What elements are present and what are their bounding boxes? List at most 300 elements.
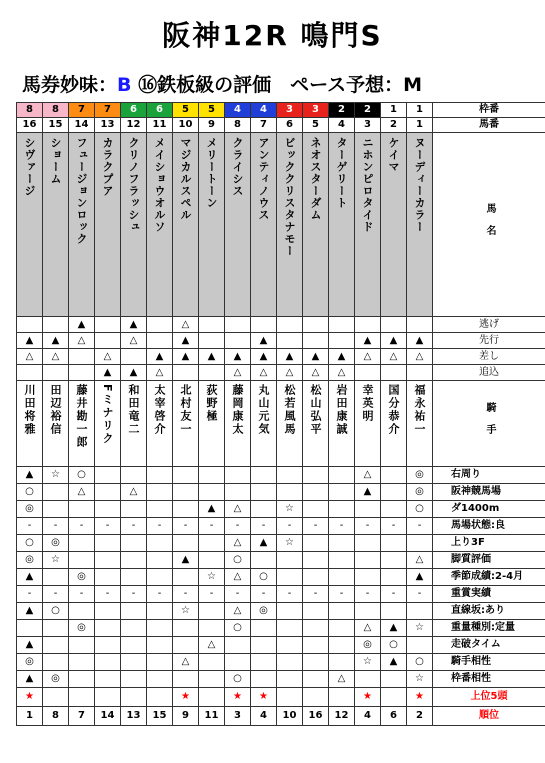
factor-row	[17, 552, 545, 569]
factor-mark: ○	[407, 654, 433, 671]
rank-cell: 6	[381, 707, 407, 726]
factor-mark: ◎	[407, 467, 433, 484]
factor-label: 騎手相性	[433, 654, 545, 671]
factor-mark	[355, 501, 381, 518]
factor-mark: -	[407, 518, 433, 535]
style-mark: ▲	[251, 333, 277, 349]
waku-cell: 3	[303, 103, 329, 118]
factor-mark	[69, 603, 95, 620]
umaban-cell: 14	[69, 118, 95, 133]
horse-name-cell-text: ネオスターダム	[309, 137, 322, 221]
umaban-row	[17, 118, 545, 133]
factor-mark	[95, 654, 121, 671]
factor-mark: ◎	[17, 654, 43, 671]
factor-mark	[329, 552, 355, 569]
horse-name-cell	[121, 133, 147, 317]
factor-mark	[147, 603, 173, 620]
horse-name-cell	[69, 133, 95, 317]
rank-cell: 10	[277, 707, 303, 726]
top5-mark	[277, 688, 303, 707]
factor-row	[17, 518, 545, 535]
style-mark	[407, 365, 433, 381]
factor-mark	[69, 501, 95, 518]
style-label: 先行	[433, 333, 545, 349]
factor-mark: -	[225, 586, 251, 603]
rank-cell: 4	[251, 707, 277, 726]
factor-mark: -	[355, 518, 381, 535]
style-mark	[199, 365, 225, 381]
factor-mark: ○	[225, 552, 251, 569]
factor-mark: ○	[381, 637, 407, 654]
style-mark: △	[329, 365, 355, 381]
rank-cell: 7	[69, 707, 95, 726]
jockey-label-text: 騎手	[484, 401, 495, 446]
style-mark: △	[17, 349, 43, 365]
factor-mark: ☆	[407, 620, 433, 637]
factor-label: 右周り	[433, 467, 545, 484]
top5-row	[17, 688, 545, 707]
factor-mark: -	[121, 518, 147, 535]
factor-mark	[121, 569, 147, 586]
factor-mark	[277, 569, 303, 586]
style-mark: ▲	[329, 349, 355, 365]
factor-mark: △	[225, 569, 251, 586]
jockey-cell-text: 丸山元気	[257, 384, 270, 436]
jockey-cell	[251, 381, 277, 467]
horse-name-cell	[303, 133, 329, 317]
waku-label: 枠番	[433, 103, 545, 118]
style-mark: ▲	[43, 333, 69, 349]
factor-mark: ▲	[17, 637, 43, 654]
factor-mark: △	[121, 484, 147, 501]
factor-mark: -	[43, 586, 69, 603]
horse-name-cell-text: ヌーディーカラー	[413, 137, 426, 233]
top5-mark	[121, 688, 147, 707]
factor-mark: ☆	[43, 552, 69, 569]
jockey-cell	[43, 381, 69, 467]
factor-mark	[147, 484, 173, 501]
top5-mark	[69, 688, 95, 707]
rank-cell: 3	[225, 707, 251, 726]
factor-mark: ☆	[43, 467, 69, 484]
factor-mark	[121, 467, 147, 484]
waku-cell: 7	[69, 103, 95, 118]
factor-mark	[355, 603, 381, 620]
factor-mark	[355, 569, 381, 586]
horse-name-cell	[381, 133, 407, 317]
factor-mark	[251, 620, 277, 637]
top5-mark: ★	[173, 688, 199, 707]
factor-row	[17, 569, 545, 586]
factor-mark	[95, 552, 121, 569]
factor-mark	[381, 671, 407, 688]
jockey-cell	[277, 381, 303, 467]
factor-mark	[277, 484, 303, 501]
factor-mark: -	[173, 518, 199, 535]
jockey-cell	[407, 381, 433, 467]
factor-mark	[121, 671, 147, 688]
factor-mark: -	[147, 586, 173, 603]
top5-mark: ★	[355, 688, 381, 707]
horse-name-cell	[147, 133, 173, 317]
factor-mark	[43, 501, 69, 518]
factor-mark	[225, 467, 251, 484]
umaban-cell: 10	[173, 118, 199, 133]
factor-mark: ○	[17, 484, 43, 501]
factor-mark: -	[95, 518, 121, 535]
factor-mark	[69, 552, 95, 569]
factor-label: 重賞実績	[433, 586, 545, 603]
factor-mark: ◎	[69, 569, 95, 586]
top5-mark: ★	[17, 688, 43, 707]
style-mark: ▲	[69, 317, 95, 333]
factor-mark	[147, 467, 173, 484]
factor-mark: ☆	[199, 569, 225, 586]
factor-mark	[251, 552, 277, 569]
factor-mark: -	[329, 586, 355, 603]
factor-mark: -	[147, 518, 173, 535]
factor-mark	[199, 552, 225, 569]
factor-mark	[251, 501, 277, 518]
factor-mark	[277, 637, 303, 654]
factor-mark	[407, 603, 433, 620]
horse-name-cell	[17, 133, 43, 317]
factor-mark: ◎	[43, 671, 69, 688]
factor-mark: -	[225, 518, 251, 535]
factor-mark	[43, 620, 69, 637]
horse-name-cell-text: ケイマ	[387, 137, 400, 173]
style-mark	[277, 317, 303, 333]
factor-label: 直線坂:あり	[433, 603, 545, 620]
style-mark: ▲	[225, 349, 251, 365]
umaban-cell: 9	[199, 118, 225, 133]
jockey-row	[17, 381, 545, 467]
style-mark: ▲	[17, 333, 43, 349]
factor-mark	[147, 671, 173, 688]
factor-mark	[251, 484, 277, 501]
factor-mark	[277, 603, 303, 620]
factor-mark	[329, 501, 355, 518]
top5-mark	[43, 688, 69, 707]
factor-mark	[69, 671, 95, 688]
factor-mark: -	[381, 586, 407, 603]
factor-mark	[225, 637, 251, 654]
umaban-cell: 1	[407, 118, 433, 133]
horse-name-cell	[225, 133, 251, 317]
factor-mark	[225, 484, 251, 501]
value-grade: B	[117, 74, 132, 96]
rank-cell: 12	[329, 707, 355, 726]
umaban-cell: 6	[277, 118, 303, 133]
factor-mark	[277, 552, 303, 569]
factor-mark: ☆	[277, 535, 303, 552]
style-mark: ▲	[95, 365, 121, 381]
factor-mark	[147, 552, 173, 569]
factor-mark	[251, 671, 277, 688]
rank-cell: 11	[199, 707, 225, 726]
style-mark	[95, 317, 121, 333]
factor-mark	[173, 467, 199, 484]
factor-row	[17, 484, 545, 501]
factor-mark	[199, 620, 225, 637]
factor-mark	[147, 501, 173, 518]
factor-mark	[303, 552, 329, 569]
jockey-cell	[381, 381, 407, 467]
factor-mark	[407, 535, 433, 552]
factor-mark: ○	[225, 671, 251, 688]
factor-mark	[95, 671, 121, 688]
factor-mark	[95, 620, 121, 637]
factor-mark	[69, 535, 95, 552]
factor-mark	[303, 535, 329, 552]
factor-row	[17, 654, 545, 671]
style-label: 差し	[433, 349, 545, 365]
jockey-cell-text: 岩田康誠	[335, 384, 348, 436]
horse-name-cell	[199, 133, 225, 317]
factor-label: ダ1400m	[433, 501, 545, 518]
jockey-cell-text: 藤岡康太	[231, 384, 244, 436]
factor-mark: -	[17, 518, 43, 535]
horse-name-cell-text: ショーム	[49, 137, 62, 185]
factor-mark: ◎	[69, 620, 95, 637]
factor-mark	[95, 535, 121, 552]
horse-name-cell	[251, 133, 277, 317]
factor-mark	[199, 467, 225, 484]
top5-mark	[303, 688, 329, 707]
factor-row	[17, 467, 545, 484]
factor-mark: ▲	[407, 569, 433, 586]
style-mark: ▲	[407, 333, 433, 349]
style-mark	[277, 333, 303, 349]
factor-mark	[121, 637, 147, 654]
factor-mark: -	[69, 586, 95, 603]
factor-mark	[303, 654, 329, 671]
factor-mark	[329, 484, 355, 501]
factor-label: 枠番相性	[433, 671, 545, 688]
jockey-cell-text: 福永祐一	[413, 384, 426, 436]
jockey-cell	[147, 381, 173, 467]
factor-mark: ◎	[407, 484, 433, 501]
umaban-label: 馬番	[433, 118, 545, 133]
factor-mark	[121, 501, 147, 518]
factor-mark: ▲	[17, 569, 43, 586]
horse-name-cell-text: シヴァージ	[23, 137, 36, 197]
style-mark	[17, 365, 43, 381]
factor-row	[17, 671, 545, 688]
factor-mark: -	[69, 518, 95, 535]
factor-mark: -	[173, 586, 199, 603]
factor-mark: ☆	[407, 671, 433, 688]
waku-row	[17, 103, 545, 118]
factor-mark: △	[407, 552, 433, 569]
jockey-cell-text: Fミナリク	[101, 384, 114, 446]
jockey-cell	[121, 381, 147, 467]
jockey-cell-text: 藤井勘一郎	[75, 384, 88, 449]
top5-mark: ★	[407, 688, 433, 707]
factor-mark	[199, 484, 225, 501]
factor-mark: -	[381, 518, 407, 535]
factor-row	[17, 501, 545, 518]
factor-mark	[277, 467, 303, 484]
factor-mark: ☆	[277, 501, 303, 518]
style-mark	[17, 317, 43, 333]
factor-mark: ○	[251, 569, 277, 586]
style-mark	[199, 333, 225, 349]
factor-label: 走破タイム	[433, 637, 545, 654]
style-mark	[121, 349, 147, 365]
style-mark	[69, 349, 95, 365]
rank-cell: 8	[43, 707, 69, 726]
jockey-cell	[95, 381, 121, 467]
factor-mark	[329, 603, 355, 620]
factor-mark: △	[355, 620, 381, 637]
top5-mark	[147, 688, 173, 707]
horse-name-cell-text: クライシス	[231, 137, 244, 197]
value-label: 馬券妙味：	[22, 74, 118, 96]
factor-row	[17, 535, 545, 552]
umaban-cell: 11	[147, 118, 173, 133]
factor-mark	[277, 671, 303, 688]
factor-mark: ◎	[355, 637, 381, 654]
factor-mark: △	[199, 637, 225, 654]
horse-name-cell-text: ターゲリート	[335, 137, 348, 209]
style-mark	[329, 317, 355, 333]
style-mark: ▲	[251, 349, 277, 365]
rank-cell: 9	[173, 707, 199, 726]
horse-name-cell	[173, 133, 199, 317]
style-row	[17, 365, 545, 381]
factor-mark	[277, 654, 303, 671]
factor-mark: △	[173, 654, 199, 671]
factor-row	[17, 603, 545, 620]
factor-mark: -	[329, 518, 355, 535]
jockey-cell-text: 松山弘平	[309, 384, 322, 436]
horse-name-cell-text: ビッククリスタナモー	[283, 137, 296, 257]
style-mark: △	[407, 349, 433, 365]
jockey-cell-text: 田辺裕信	[49, 384, 62, 436]
style-mark	[225, 333, 251, 349]
style-mark: △	[173, 317, 199, 333]
style-mark	[381, 365, 407, 381]
factor-mark	[173, 501, 199, 518]
horse-name-cell-text: クリノフラッシュ	[127, 137, 140, 233]
style-mark	[173, 365, 199, 381]
factor-mark: ○	[43, 603, 69, 620]
factor-label: 重量種別:定量	[433, 620, 545, 637]
factor-mark: -	[303, 518, 329, 535]
style-mark: ▲	[173, 333, 199, 349]
style-mark: △	[381, 349, 407, 365]
factor-mark: -	[43, 518, 69, 535]
factor-mark: △	[225, 535, 251, 552]
style-mark	[303, 333, 329, 349]
factor-mark: △	[225, 501, 251, 518]
race-summary	[22, 70, 422, 97]
factor-mark: ▲	[173, 552, 199, 569]
factor-mark	[199, 654, 225, 671]
horse-label	[433, 133, 545, 317]
factor-mark: ▲	[17, 467, 43, 484]
factor-mark	[199, 535, 225, 552]
factor-mark	[147, 569, 173, 586]
waku-cell: 6	[147, 103, 173, 118]
style-mark	[303, 317, 329, 333]
factor-mark	[381, 484, 407, 501]
factor-mark	[381, 535, 407, 552]
factor-mark	[121, 552, 147, 569]
style-mark: ▲	[381, 333, 407, 349]
factor-mark	[43, 569, 69, 586]
factor-mark	[69, 654, 95, 671]
style-mark: ▲	[147, 349, 173, 365]
umaban-cell: 8	[225, 118, 251, 133]
horse-name-cell	[43, 133, 69, 317]
rank-cell: 2	[407, 707, 433, 726]
top5-mark	[329, 688, 355, 707]
factor-mark: ▲	[17, 671, 43, 688]
rank-cell: 13	[121, 707, 147, 726]
factor-mark	[303, 620, 329, 637]
factor-mark: ◎	[17, 552, 43, 569]
jockey-cell-text: 太宰啓介	[153, 384, 166, 436]
factor-mark: -	[407, 586, 433, 603]
waku-cell: 5	[199, 103, 225, 118]
factor-mark	[329, 569, 355, 586]
waku-cell: 4	[225, 103, 251, 118]
style-mark	[355, 365, 381, 381]
factor-mark: -	[95, 586, 121, 603]
factor-mark	[251, 467, 277, 484]
style-mark: ▲	[199, 349, 225, 365]
factor-mark	[95, 637, 121, 654]
jockey-cell	[17, 381, 43, 467]
factor-mark: -	[251, 586, 277, 603]
factor-mark	[303, 671, 329, 688]
factor-label: 馬場状態:良	[433, 518, 545, 535]
rank-label: 順位	[433, 707, 545, 726]
waku-cell: 8	[17, 103, 43, 118]
factor-mark	[121, 620, 147, 637]
page-title: 阪神12R 鳴門S	[162, 19, 383, 52]
umaban-cell: 5	[303, 118, 329, 133]
factor-mark	[381, 501, 407, 518]
rank-cell: 14	[95, 707, 121, 726]
factor-mark	[381, 603, 407, 620]
factor-mark: △	[355, 467, 381, 484]
umaban-cell: 16	[17, 118, 43, 133]
style-mark: △	[355, 349, 381, 365]
factor-label: 阪神競馬場	[433, 484, 545, 501]
waku-cell: 7	[95, 103, 121, 118]
style-mark	[147, 317, 173, 333]
waku-cell: 4	[251, 103, 277, 118]
factor-mark	[225, 654, 251, 671]
factor-mark: ◎	[251, 603, 277, 620]
factor-mark: ○	[17, 535, 43, 552]
factor-mark	[147, 637, 173, 654]
horse-name-row	[17, 133, 545, 317]
waku-cell: 5	[173, 103, 199, 118]
jockey-cell-text: 国分恭介	[387, 384, 400, 436]
style-mark: △	[277, 365, 303, 381]
top5-mark: ★	[251, 688, 277, 707]
factor-mark	[303, 484, 329, 501]
umaban-cell: 7	[251, 118, 277, 133]
factor-label: 季節成績:2-4月	[433, 569, 545, 586]
umaban-cell: 12	[121, 118, 147, 133]
factor-mark	[95, 501, 121, 518]
factor-mark	[381, 569, 407, 586]
